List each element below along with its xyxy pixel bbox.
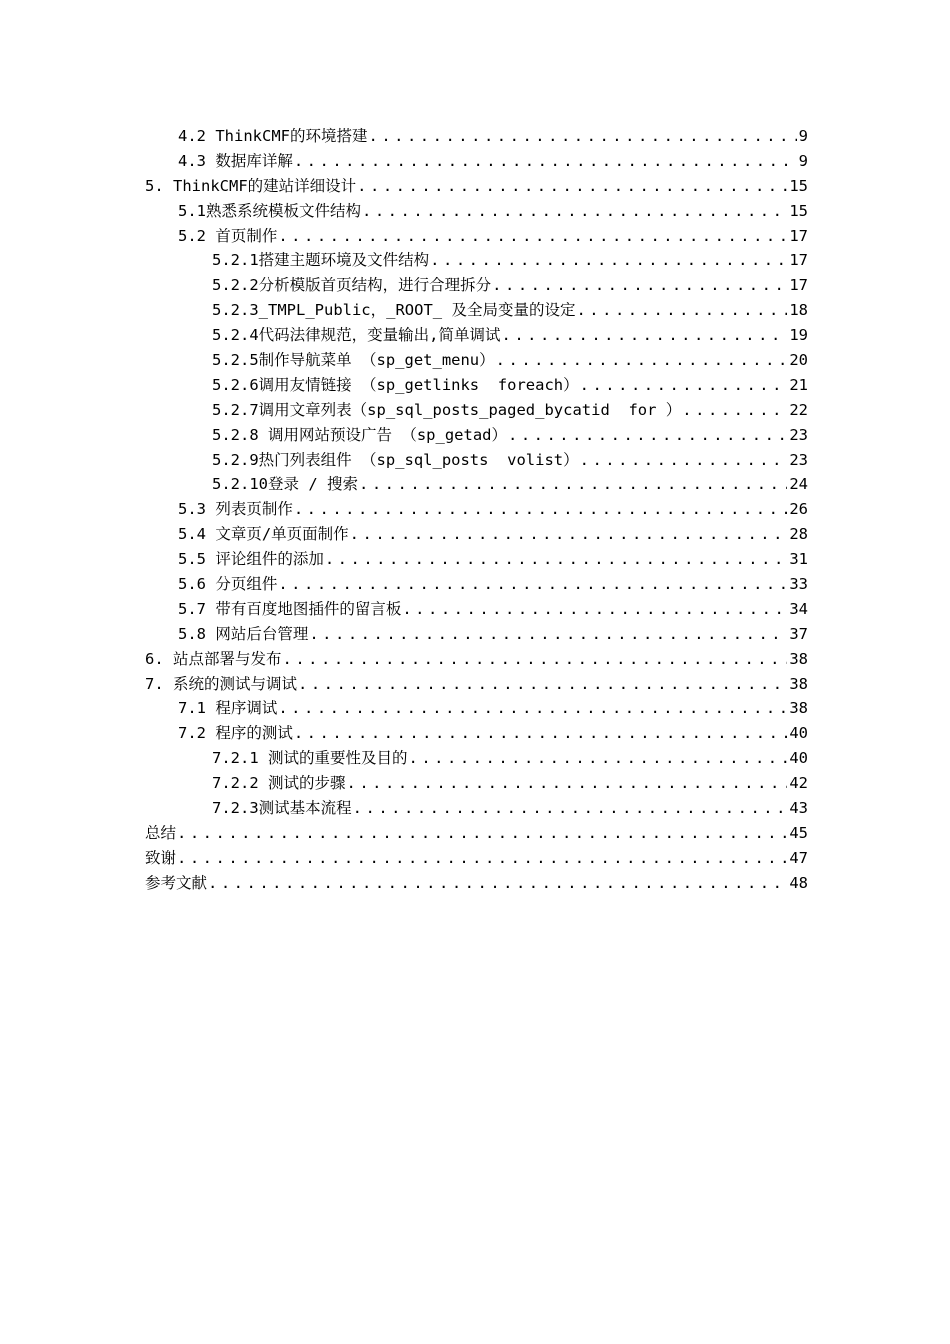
toc-entry-title: 参考文献 — [145, 873, 208, 892]
toc-entry[interactable] — [145, 398, 808, 423]
toc-dot-leader — [430, 248, 787, 273]
toc-entry[interactable] — [145, 199, 808, 224]
toc-entry[interactable] — [145, 224, 808, 249]
toc-entry-title: 7.2.2 测试的步骤 — [212, 774, 346, 793]
toc-entry-page-number: 38 — [789, 699, 808, 718]
toc-entry-page-number: 33 — [789, 575, 808, 594]
toc-entry-title: 7.2 程序的测试 — [178, 724, 293, 743]
toc-entry-page-number: 23 — [789, 425, 808, 444]
toc-entry-title: 7.2.3测试基本流程 — [212, 799, 352, 818]
toc-dot-leader — [325, 547, 788, 572]
toc-entry[interactable] — [145, 174, 808, 199]
toc-entry-page-number: 48 — [789, 873, 808, 892]
toc-entry-title: 5.7 带有百度地图插件的留言板 — [178, 599, 402, 618]
toc-entry[interactable] — [145, 448, 808, 473]
toc-entry[interactable] — [145, 522, 808, 547]
toc-entry-page-number: 26 — [789, 500, 808, 519]
toc-entry[interactable] — [145, 622, 808, 647]
toc-entry[interactable] — [145, 124, 808, 149]
toc-entry-page-number: 34 — [789, 599, 808, 618]
toc-entry[interactable] — [145, 547, 808, 572]
toc-entry-title: 致谢 — [145, 848, 177, 867]
toc-entry-page-number: 43 — [789, 799, 808, 818]
toc-entry-page-number: 17 — [789, 276, 808, 295]
toc-entry[interactable] — [145, 771, 808, 796]
toc-entry-title: 5.8 网站后台管理 — [178, 624, 309, 643]
toc-entry-title: 5.3 列表页制作 — [178, 500, 293, 519]
toc-entry[interactable] — [145, 597, 808, 622]
toc-dot-leader — [283, 647, 788, 672]
toc-dot-leader — [208, 871, 787, 896]
toc-entry-page-number: 28 — [789, 525, 808, 544]
toc-entry[interactable] — [145, 672, 808, 697]
toc-entry-page-number: 31 — [789, 550, 808, 569]
toc-dot-leader — [580, 373, 788, 398]
toc-entry-page-number: 40 — [789, 749, 808, 768]
toc-entry-page-number: 38 — [789, 649, 808, 668]
toc-entry-title: 4.3 数据库详解 — [178, 151, 293, 170]
toc-dot-leader — [278, 696, 787, 721]
toc-entry-page-number: 9 — [798, 151, 808, 170]
toc-entry-title: 7.2.1 测试的重要性及目的 — [212, 749, 408, 768]
toc-entry[interactable] — [145, 373, 808, 398]
toc-entry-title: 5.2.3_TMPL_Public，_ROOT_ 及全局变量的设定 — [212, 301, 576, 320]
toc-entry[interactable] — [145, 572, 808, 597]
toc-entry-page-number: 17 — [789, 226, 808, 245]
toc-dot-leader — [309, 622, 787, 647]
toc-entry-title: 5.2 首页制作 — [178, 226, 278, 245]
toc-entry-title: 7.1 程序调试 — [178, 699, 278, 718]
toc-entry-title: 5.2.6调用友情链接 （sp_getlinks foreach） — [212, 375, 579, 394]
toc-entry-page-number: 42 — [789, 774, 808, 793]
toc-entry[interactable] — [145, 696, 808, 721]
toc-entry[interactable] — [145, 846, 808, 871]
toc-dot-leader — [278, 224, 787, 249]
toc-entry-title: 5.4 文章页/单页面制作 — [178, 525, 349, 544]
toc-dot-leader — [508, 423, 787, 448]
toc-dot-leader — [359, 472, 787, 497]
toc-entry-title: 5. ThinkCMF的建站详细设计 — [145, 176, 357, 195]
toc-entry-page-number: 9 — [798, 127, 808, 145]
toc-entry-page-number: 15 — [789, 201, 808, 220]
toc-entry[interactable] — [145, 721, 808, 746]
toc-entry[interactable] — [145, 472, 808, 497]
table-of-contents — [145, 124, 808, 896]
toc-dot-leader — [350, 522, 788, 547]
toc-entry-page-number: 23 — [789, 450, 808, 469]
toc-entry-title: 5.2.7调用文章列表（sp_sql_posts_paged_bycatid for ） — [212, 400, 682, 419]
toc-entry-page-number: 40 — [789, 724, 808, 743]
toc-dot-leader — [502, 323, 788, 348]
toc-entry-page-number: 21 — [789, 375, 808, 394]
toc-entry-title: 5.2.9热门列表组件 （sp_sql_posts volist） — [212, 450, 579, 469]
toc-dot-leader — [298, 672, 787, 697]
toc-entry-page-number: 20 — [789, 351, 808, 370]
toc-entry[interactable] — [145, 273, 808, 298]
toc-entry-page-number: 37 — [789, 624, 808, 643]
toc-dot-leader — [347, 771, 788, 796]
toc-entry-page-number: 18 — [789, 301, 808, 320]
toc-dot-leader — [362, 199, 787, 224]
toc-dot-leader — [576, 298, 787, 323]
toc-dot-leader — [353, 796, 788, 821]
toc-entry-page-number: 47 — [789, 848, 808, 867]
toc-dot-leader — [682, 398, 787, 423]
toc-entry[interactable] — [145, 796, 808, 821]
toc-dot-leader — [294, 497, 788, 522]
toc-entry[interactable] — [145, 746, 808, 771]
toc-entry[interactable] — [145, 821, 808, 846]
toc-entry-page-number: 24 — [789, 475, 808, 494]
toc-entry-title: 5.1熟悉系统模板文件结构 — [178, 201, 361, 220]
toc-dot-leader — [492, 273, 787, 298]
toc-dot-leader — [278, 572, 787, 597]
toc-dot-leader — [177, 846, 787, 871]
toc-entry-title: 5.5 评论组件的添加 — [178, 550, 324, 569]
toc-dot-leader — [409, 746, 788, 771]
toc-entry[interactable] — [145, 298, 808, 323]
toc-entry[interactable] — [145, 423, 808, 448]
toc-entry[interactable] — [145, 149, 808, 174]
toc-entry-page-number: 22 — [789, 400, 808, 419]
toc-dot-leader — [294, 721, 788, 746]
toc-entry-title: 总结 — [145, 823, 177, 842]
toc-dot-leader — [580, 448, 788, 473]
toc-entry-title: 5.2.8 调用网站预设广告 （sp_getad） — [212, 425, 507, 444]
toc-entry[interactable] — [145, 348, 808, 373]
toc-entry-title: 5.6 分页组件 — [178, 575, 278, 594]
toc-entry-title: 4.2 ThinkCMF的环境搭建 — [178, 127, 368, 145]
toc-entry-page-number: 15 — [789, 176, 808, 195]
toc-entry-title: 6. 站点部署与发布 — [145, 649, 282, 668]
toc-dot-leader — [357, 174, 787, 199]
toc-entry-title: 5.2.5制作导航菜单 （sp_get_menu） — [212, 351, 495, 370]
toc-dot-leader — [294, 149, 797, 174]
toc-dot-leader — [368, 124, 796, 149]
toc-entry[interactable] — [145, 248, 808, 273]
toc-entry[interactable] — [145, 497, 808, 522]
toc-entry[interactable] — [145, 323, 808, 348]
toc-entry-title: 5.2.10登录 / 搜索 — [212, 475, 358, 494]
toc-entry[interactable] — [145, 647, 808, 672]
toc-entry-page-number: 45 — [789, 823, 808, 842]
toc-entry-title: 5.2.1搭建主题环境及文件结构 — [212, 251, 430, 270]
toc-dot-leader — [177, 821, 787, 846]
toc-entry-title: 7. 系统的测试与调试 — [145, 674, 297, 693]
toc-dot-leader — [402, 597, 787, 622]
toc-dot-leader — [496, 348, 788, 373]
toc-entry-title: 5.2.2分析模版首页结构，进行合理拆分 — [212, 276, 492, 295]
toc-entry-page-number: 38 — [789, 674, 808, 693]
toc-entry-title: 5.2.4代码法律规范，变量输出,简单调试 — [212, 326, 501, 345]
toc-entry[interactable] — [145, 871, 808, 896]
toc-entry-page-number: 19 — [789, 326, 808, 345]
toc-entry-page-number: 17 — [789, 251, 808, 270]
